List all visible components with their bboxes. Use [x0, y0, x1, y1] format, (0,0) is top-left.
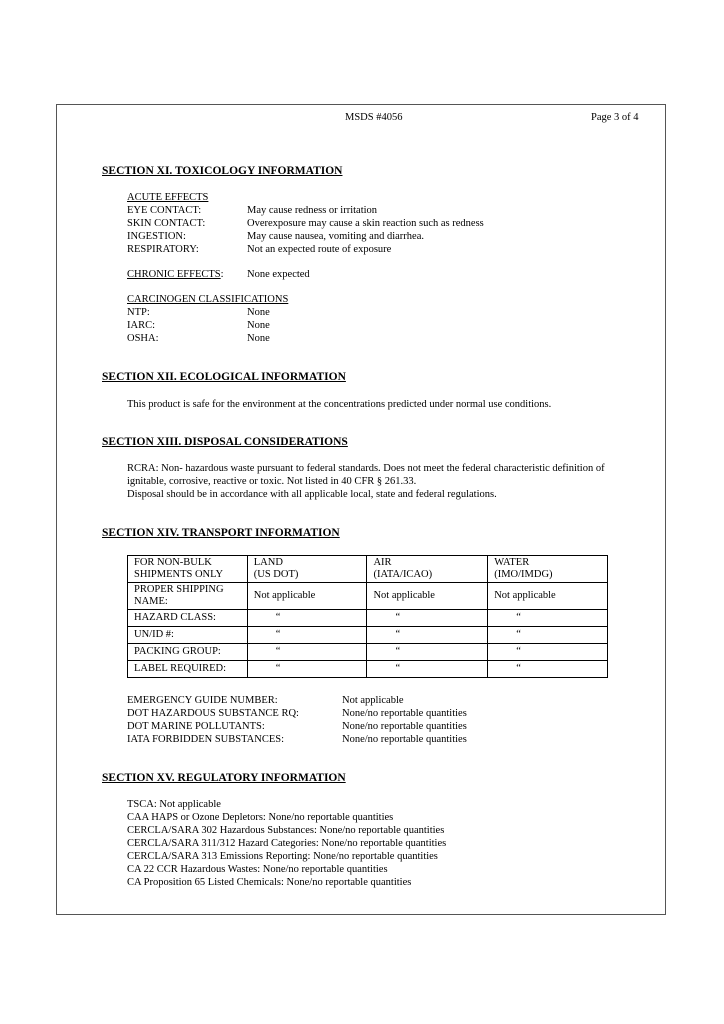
chronic-effects-label: CHRONIC EFFECTS — [127, 269, 221, 280]
carcinogen-label: CARCINOGEN CLASSIFICATIONS — [127, 294, 289, 305]
table-cell: “ — [367, 610, 488, 627]
carcinogen-key: OSHA: — [127, 333, 159, 344]
header-line: SHIPMENTS ONLY — [134, 569, 224, 580]
table-cell: Not applicable — [247, 583, 367, 610]
disposal-line: RCRA: Non- hazardous waste pursuant to federal standards. Does not meet the federal characteristic definition of — [127, 463, 605, 474]
disposal-line: ignitable, corrosive, reactive or toxic. Not listed in 40 CFR § 261.33. — [127, 476, 417, 487]
section-13-title: SECTION XIII. DISPOSAL CONSIDERATIONS — [102, 436, 348, 448]
regulatory-line: CERCLA/SARA 311/312 Hazard Categories: None/no reportable quantities — [127, 838, 447, 849]
transport-value: None/no reportable quantities — [342, 734, 467, 745]
table-header-cell — [488, 556, 608, 583]
table-row — [128, 610, 608, 627]
disposal-line: Disposal should be in accordance with all applicable local, state and federal regulations. — [127, 489, 497, 500]
table-cell: Not applicable — [367, 583, 488, 610]
regulatory-line: TSCA: Not applicable — [127, 799, 221, 810]
chronic-effects-value: None expected — [247, 269, 310, 280]
table-cell: “ — [488, 627, 608, 644]
carcinogen-key: IARC: — [127, 320, 156, 331]
table-header-cell — [128, 556, 248, 583]
acute-key: INGESTION: — [127, 231, 186, 242]
table-cell: “ — [247, 627, 367, 644]
chronic-effects — [127, 268, 224, 281]
transport-value: Not applicable — [342, 695, 404, 706]
header-line: (IMO/IMDG) — [494, 569, 553, 580]
ecological-text: This product is safe for the environment at the concentrations predicted under normal use conditions. — [127, 399, 552, 410]
table-header-cell — [367, 556, 488, 583]
label-line: PROPER SHIPPING — [134, 584, 224, 595]
carcinogen-key: NTP: — [127, 307, 150, 318]
table-row — [128, 661, 608, 678]
transport-key: DOT HAZARDOUS SUBSTANCE RQ: — [127, 708, 299, 719]
acute-value: May cause nausea, vomiting and diarrhea. — [247, 231, 424, 242]
table-cell: “ — [367, 661, 488, 678]
table-cell: “ — [247, 661, 367, 678]
table-row — [128, 583, 608, 610]
row-label: HAZARD CLASS: — [128, 610, 248, 627]
table-row — [128, 644, 608, 661]
transport-value: None/no reportable quantities — [342, 708, 467, 719]
section-12-title: SECTION XII. ECOLOGICAL INFORMATION — [102, 371, 346, 383]
doc-id: MSDS #4056 — [345, 112, 403, 123]
table-cell: Not applicable — [488, 583, 608, 610]
acute-key: RESPIRATORY: — [127, 244, 199, 255]
table-row — [128, 627, 608, 644]
table-cell: “ — [488, 644, 608, 661]
carcinogen-value: None — [247, 320, 270, 331]
regulatory-line: CERCLA/SARA 302 Hazardous Substances: None/no reportable quantities — [127, 825, 445, 836]
table-cell: “ — [367, 627, 488, 644]
acute-effects-label: ACUTE EFFECTS — [127, 192, 209, 203]
acute-key: SKIN CONTACT: — [127, 218, 206, 229]
header-line: (IATA/ICAO) — [373, 569, 433, 580]
header-line: WATER — [494, 557, 530, 568]
table-cell: “ — [247, 610, 367, 627]
label-line: NAME: — [134, 596, 168, 607]
header-line: AIR — [373, 557, 392, 568]
acute-value: May cause redness or irritation — [247, 205, 378, 216]
row-label: UN/ID #: — [128, 627, 248, 644]
section-14-title: SECTION XIV. TRANSPORT INFORMATION — [102, 527, 340, 539]
regulatory-line: CERCLA/SARA 313 Emissions Reporting: None/no reportable quantities — [127, 851, 438, 862]
header-line: (US DOT) — [253, 569, 299, 580]
carcinogen-value: None — [247, 307, 270, 318]
table-cell: “ — [488, 610, 608, 627]
transport-value: None/no reportable quantities — [342, 721, 467, 732]
transport-key: DOT MARINE POLLUTANTS: — [127, 721, 265, 732]
table-header-row — [128, 556, 608, 583]
table-cell: “ — [367, 644, 488, 661]
regulatory-line: CAA HAPS or Ozone Depletors: None/no reportable quantities — [127, 812, 394, 823]
page-number: Page 3 of 4 — [591, 112, 639, 123]
row-label: LABEL REQUIRED: — [128, 661, 248, 678]
table-cell: “ — [247, 644, 367, 661]
section-15-title: SECTION XV. REGULATORY INFORMATION — [102, 772, 346, 784]
section-11-title: SECTION XI. TOXICOLOGY INFORMATION — [102, 165, 343, 177]
table-header-cell — [247, 556, 367, 583]
regulatory-line: CA Proposition 65 Listed Chemicals: None/no reportable quantities — [127, 877, 412, 888]
row-label — [128, 583, 248, 610]
regulatory-line: CA 22 CCR Hazardous Wastes: None/no reportable quantities — [127, 864, 388, 875]
table-cell: “ — [488, 661, 608, 678]
transport-key: IATA FORBIDDEN SUBSTANCES: — [127, 734, 285, 745]
row-label: PACKING GROUP: — [128, 644, 248, 661]
acute-value: Not an expected route of exposure — [247, 244, 392, 255]
transport-table — [127, 555, 608, 678]
chronic-colon: : — [220, 269, 224, 280]
carcinogen-value: None — [247, 333, 270, 344]
acute-value: Overexposure may cause a skin reaction such as redness — [247, 218, 484, 229]
header-line: LAND — [253, 557, 283, 568]
acute-key: EYE CONTACT: — [127, 205, 202, 216]
header-line: FOR NON-BULK — [134, 557, 212, 568]
transport-key: EMERGENCY GUIDE NUMBER: — [127, 695, 278, 706]
